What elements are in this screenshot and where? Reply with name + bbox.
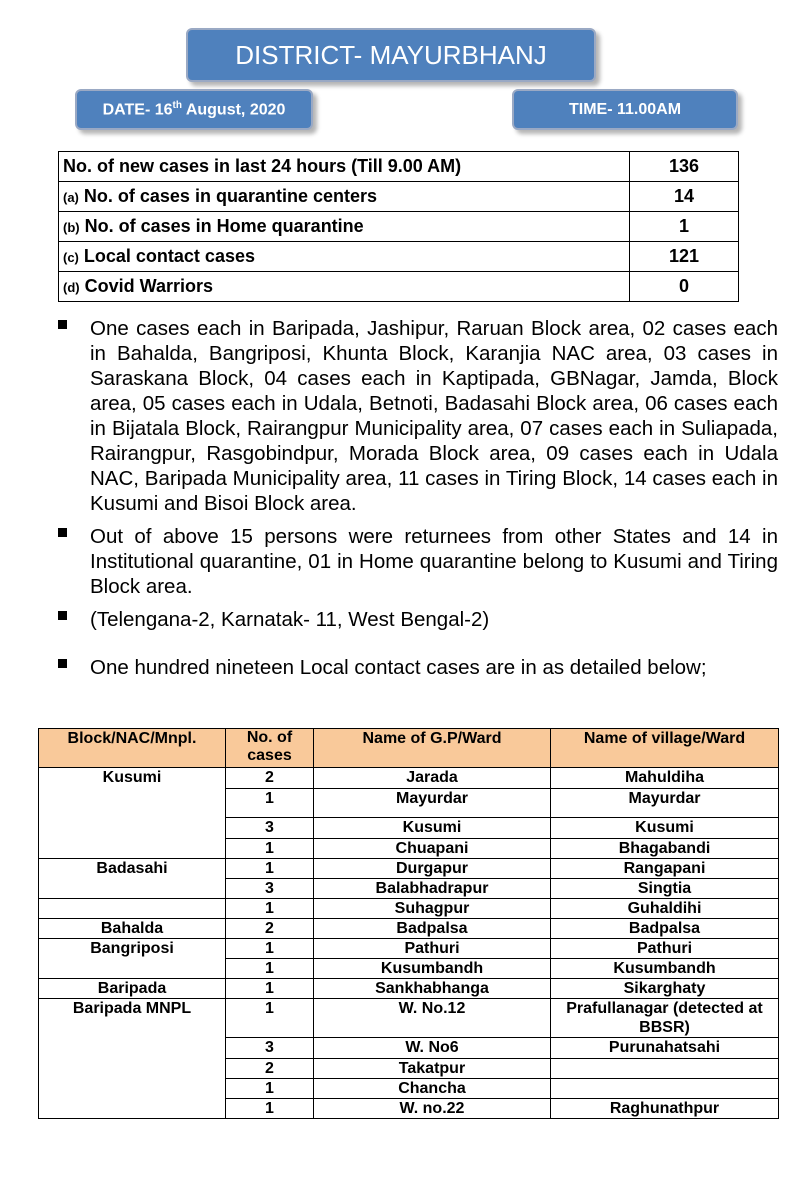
table-row: [39, 839, 779, 859]
gp-ward-cell: Badpalsa: [314, 919, 551, 939]
cases-cell: 2: [226, 768, 314, 789]
cases-cell: 2: [226, 1059, 314, 1079]
block-cell: [39, 879, 226, 899]
village-cell: Mayurdar: [551, 789, 779, 818]
table-row: [39, 919, 779, 939]
block-cell: [39, 1099, 226, 1119]
cases-cell: 1: [226, 959, 314, 979]
gp-ward-cell: Takatpur: [314, 1059, 551, 1079]
gp-ward-cell: Sankhabhanga: [314, 979, 551, 999]
summary-label-text: No. of new cases in last 24 hours (Till 9.00 AM): [63, 156, 462, 176]
village-cell: Kusumi: [551, 818, 779, 839]
note-item: One hundred nineteen Local contact cases are in as detailed below;: [58, 655, 778, 680]
table-row: [39, 959, 779, 979]
block-cell: [39, 1038, 226, 1059]
gp-ward-cell: Jarada: [314, 768, 551, 789]
gp-ward-cell: W. No6: [314, 1038, 551, 1059]
summary-label: [59, 272, 630, 302]
bullet-square-icon: [58, 659, 67, 668]
village-cell: [551, 1079, 779, 1099]
gp-ward-cell: Pathuri: [314, 939, 551, 959]
note-item: Out of above 15 persons were returnees from other States and 14 in Institutional quarantine, 01 in Home quarantine belong to Kusumi and Tiring Block area.: [58, 524, 778, 599]
village-cell: Guhaldihi: [551, 899, 779, 919]
gp-ward-cell: Suhagpur: [314, 899, 551, 919]
header-village-ward: Name of village/Ward: [551, 729, 779, 768]
cases-cell: 1: [226, 859, 314, 879]
table-row: [39, 859, 779, 879]
date-banner: [75, 89, 313, 130]
village-cell: Prafullanagar (detected at BBSR): [551, 999, 779, 1038]
block-cell: Baripada MNPL: [39, 999, 226, 1038]
village-cell: Bhagabandi: [551, 839, 779, 859]
summary-label-text: No. of cases in Home quarantine: [84, 216, 364, 236]
summary-prefix: (a): [63, 190, 79, 205]
note-item: (Telengana-2, Karnatak- 11, West Bengal-2): [58, 607, 778, 632]
cases-cell: 3: [226, 818, 314, 839]
summary-label: [59, 182, 630, 212]
table-row: [39, 999, 779, 1038]
notes-list: [58, 316, 778, 680]
summary-value: 121: [630, 242, 739, 272]
cases-cell: 1: [226, 939, 314, 959]
gp-ward-cell: W. No.12: [314, 999, 551, 1038]
bullet-square-icon: [58, 320, 67, 329]
gp-ward-cell: Mayurdar: [314, 789, 551, 818]
village-cell: Pathuri: [551, 939, 779, 959]
gp-ward-cell: Chancha: [314, 1079, 551, 1099]
village-cell: Rangapani: [551, 859, 779, 879]
gp-ward-cell: Chuapani: [314, 839, 551, 859]
table-row: [39, 1079, 779, 1099]
date-text: DATE- 16th August, 2020: [102, 99, 286, 119]
gp-ward-cell: Balabhadrapur: [314, 879, 551, 899]
summary-value: 1: [630, 212, 739, 242]
cases-cell: 1: [226, 899, 314, 919]
summary-prefix: (d): [63, 280, 80, 295]
cases-cell: 1: [226, 979, 314, 999]
village-cell: [551, 1059, 779, 1079]
village-cell: Raghunathpur: [551, 1099, 779, 1119]
gp-ward-cell: Kusumi: [314, 818, 551, 839]
village-cell: Mahuldiha: [551, 768, 779, 789]
summary-row: [59, 272, 739, 302]
table-row: [39, 879, 779, 899]
summary-prefix: (c): [63, 250, 79, 265]
header-block: Block/NAC/Mnpl.: [39, 729, 226, 768]
village-cell: Badpalsa: [551, 919, 779, 939]
table-row: [39, 1038, 779, 1059]
cases-cell: 1: [226, 839, 314, 859]
summary-label: [59, 152, 630, 182]
summary-row: [59, 212, 739, 242]
table-row: [39, 979, 779, 999]
time-text: TIME- 11.00AM: [568, 100, 682, 118]
time-banner: [512, 89, 738, 130]
bullet-square-icon: [58, 528, 67, 537]
summary-value: 0: [630, 272, 739, 302]
summary-label: [59, 242, 630, 272]
summary-label-text: Covid Warriors: [84, 276, 213, 296]
block-cell: Bahalda: [39, 919, 226, 939]
gp-ward-cell: W. no.22: [314, 1099, 551, 1119]
table-row: [39, 939, 779, 959]
table-row: [39, 768, 779, 789]
summary-label-text: Local contact cases: [83, 246, 255, 266]
block-cell: Badasahi: [39, 859, 226, 879]
table-row: [39, 789, 779, 818]
summary-label: [59, 212, 630, 242]
summary-label-text: No. of cases in quarantine centers: [83, 186, 377, 206]
summary-table: [58, 151, 739, 302]
village-cell: Singtia: [551, 879, 779, 899]
block-cell: Kusumi: [39, 768, 226, 789]
note-item: One cases each in Baripada, Jashipur, Raruan Block area, 02 cases each in Bahalda, Bangriposi, Khunta Block, Karanjia NAC area, 03 cases in Saraskana Block, 04 cases each in Kaptipada, GBNagar, Jamda, Block area, 05 cases each in Udala, Betnoti, Badasahi Block area, 06 cases each in Bijatala Block, Rairangpur Municipality area, 07 cases each in Suliapada, Rairangpur, Rasgobindpur, Morada Block area, 09 cases each in Udala NAC, Baripada Municipality area, 11 cases in Tiring Block, 14 cases each in Kusumi and Bisoi Block area.: [58, 316, 778, 516]
block-cell: [39, 839, 226, 859]
cases-cell: 1: [226, 1099, 314, 1119]
village-cell: Sikarghaty: [551, 979, 779, 999]
block-cell: [39, 1059, 226, 1079]
village-cell: Purunahatsahi: [551, 1038, 779, 1059]
cases-cell: 1: [226, 999, 314, 1038]
block-cell: [39, 899, 226, 919]
cases-cell: 2: [226, 919, 314, 939]
summary-row: [59, 242, 739, 272]
bullet-square-icon: [58, 611, 67, 620]
district-title-banner: [186, 28, 596, 82]
summary-row: [59, 152, 739, 182]
block-cell: Bangriposi: [39, 939, 226, 959]
summary-value: 14: [630, 182, 739, 212]
gp-ward-cell: Kusumbandh: [314, 959, 551, 979]
table-row: [39, 818, 779, 839]
block-cell: [39, 959, 226, 979]
block-cell: [39, 789, 226, 818]
gp-ward-cell: Durgapur: [314, 859, 551, 879]
summary-value: 136: [630, 152, 739, 182]
local-contact-table: [38, 728, 779, 1119]
cases-cell: 1: [226, 789, 314, 818]
cases-cell: 3: [226, 879, 314, 899]
table-row: [39, 1059, 779, 1079]
table-row: [39, 1099, 779, 1119]
block-cell: Baripada: [39, 979, 226, 999]
cases-cell: 3: [226, 1038, 314, 1059]
block-cell: [39, 818, 226, 839]
summary-row: [59, 182, 739, 212]
table-row: [39, 899, 779, 919]
block-cell: [39, 1079, 226, 1099]
header-cases: No. of cases: [226, 729, 314, 768]
village-cell: Kusumbandh: [551, 959, 779, 979]
cases-cell: 1: [226, 1079, 314, 1099]
summary-prefix: (b): [63, 220, 80, 235]
district-title: DISTRICT- MAYURBHANJ: [235, 39, 547, 70]
header-gp-ward: Name of G.P/Ward: [314, 729, 551, 768]
